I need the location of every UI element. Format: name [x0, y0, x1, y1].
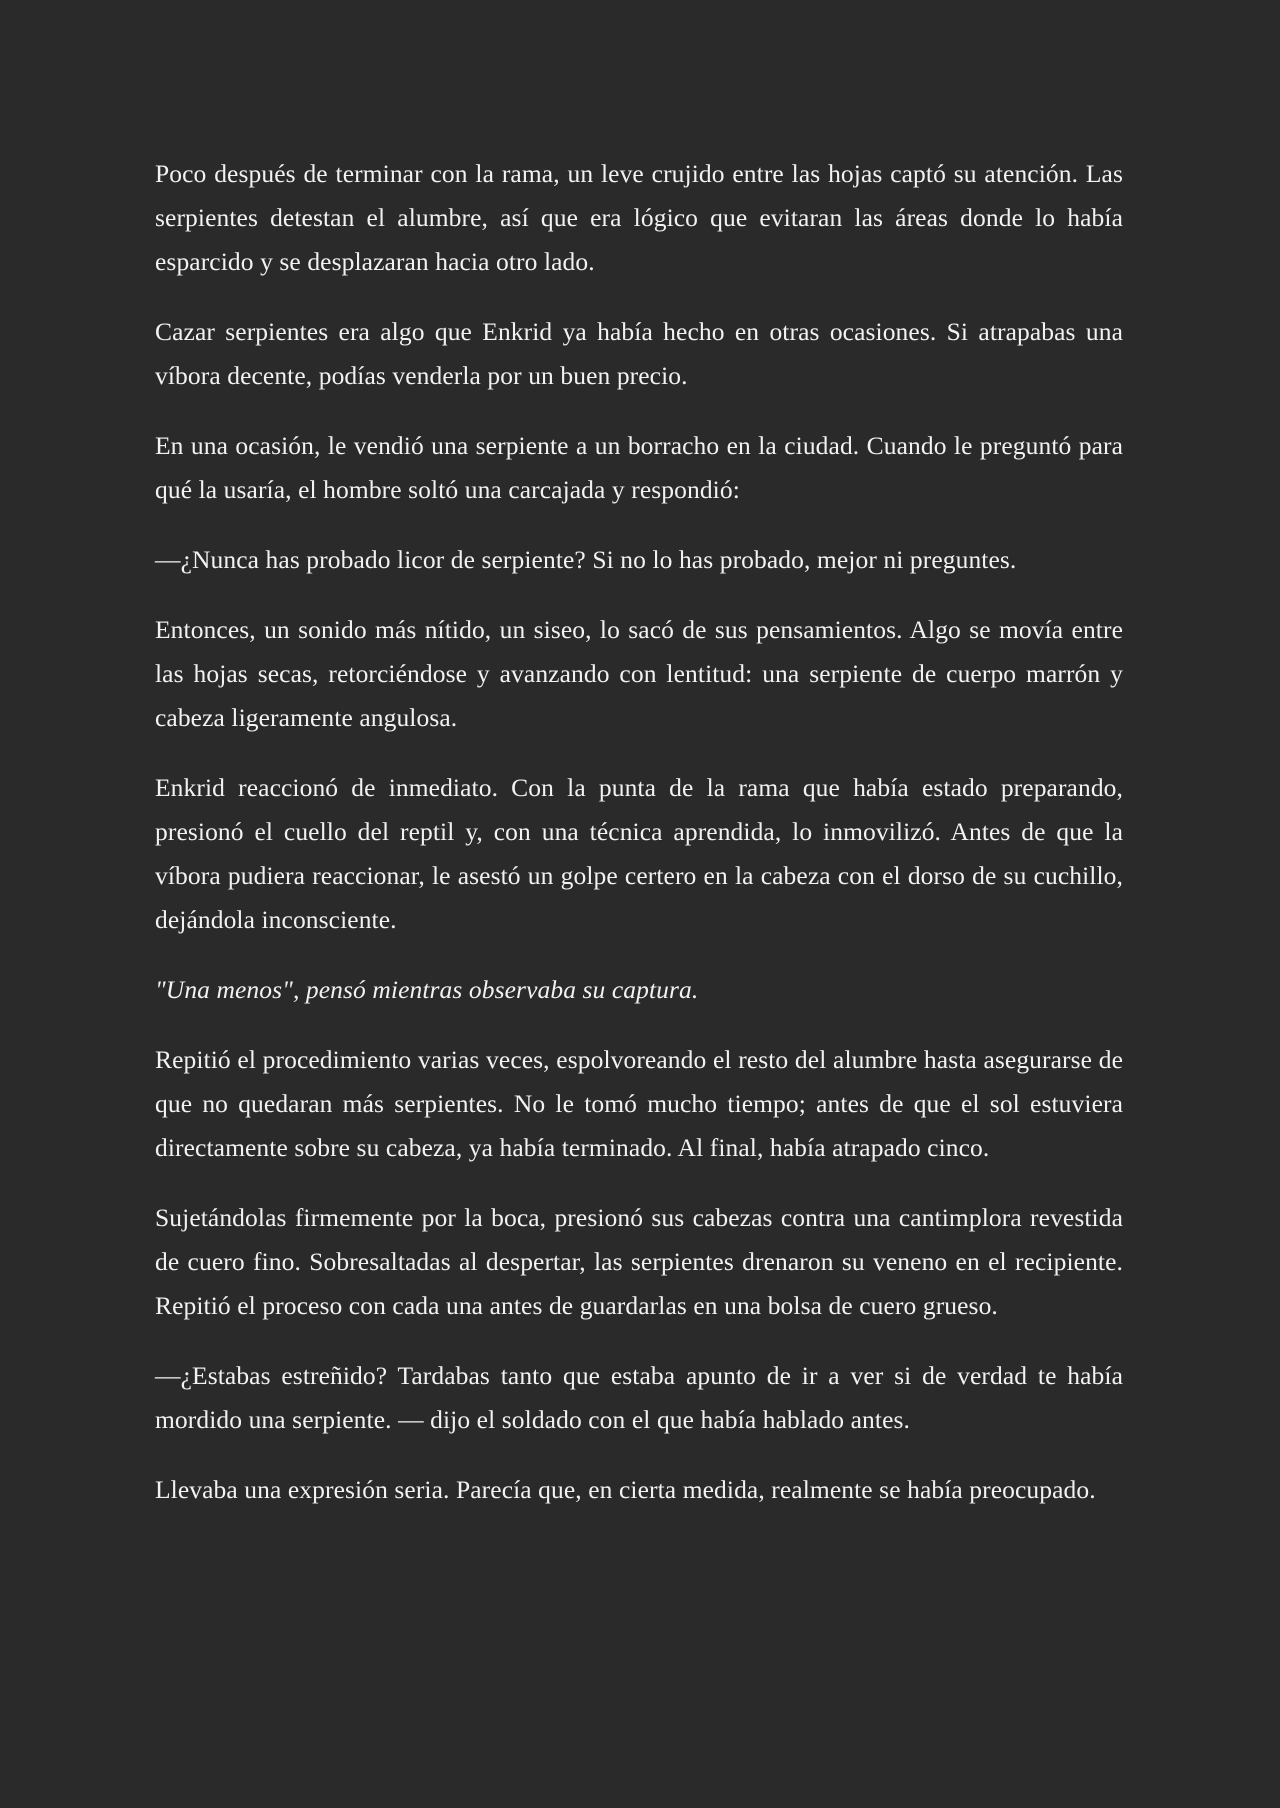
paragraph-9: Sujetándolas firmemente por la boca, presionó sus cabezas contra una cantimplora revestida de cuero fino. Sobresaltadas al despertar, las serpientes drenaron su veneno en el recipiente. Repitió el proceso con cada una antes de guardarlas en una bolsa de cuero grueso. — [155, 1203, 1123, 1320]
paragraph-11: Llevaba una expresión seria. Parecía que, en cierta medida, realmente se había preocupado. — [155, 1475, 1096, 1504]
paragraph-4-dialogue: —¿Nunca has probado licor de serpiente? Si no lo has probado, mejor ni preguntes. — [155, 545, 1017, 574]
paragraph-2: Cazar serpientes era algo que Enkrid ya había hecho en otras ocasiones. Si atrapabas una víbora decente, podías venderla por un buen precio. — [155, 317, 1123, 390]
paragraph-3: En una ocasión, le vendió una serpiente a un borracho en la ciudad. Cuando le preguntó para qué la usaría, el hombre soltó una carcajada y respondió: — [155, 431, 1123, 504]
paragraph-8: Repitió el procedimiento varias veces, espolvoreando el resto del alumbre hasta asegurarse de que no quedaran más serpientes. No le tomó mucho tiempo; antes de que el sol estuviera directamente sobre su cabeza, ya había terminado. Al final, había atrapado cinco. — [155, 1045, 1123, 1162]
paragraph-1: Poco después de terminar con la rama, un leve crujido entre las hojas captó su atención. Las serpientes detestan el alumbre, así que era lógico que evitaran las áreas donde lo había esparcido y se desplazaran hacia otro lado. — [155, 159, 1123, 276]
paragraph-10-dialogue: —¿Estabas estreñido? Tardabas tanto que estaba apunto de ir a ver si de verdad te había mordido una serpiente. — dijo el soldado con el que había hablado antes. — [155, 1361, 1123, 1434]
paragraph-7-thought: "Una menos", pensó mientras observaba su captura. — [155, 975, 699, 1004]
paragraph-6: Enkrid reaccionó de inmediato. Con la punta de la rama que había estado preparando, presionó el cuello del reptil y, con una técnica aprendida, lo inmovilizó. Antes de que la víbora pudiera reaccionar, le asestó un golpe certero en la cabeza con el dorso de su cuchillo, dejándola inconsciente. — [155, 773, 1123, 934]
paragraph-5: Entonces, un sonido más nítido, un siseo, lo sacó de sus pensamientos. Algo se movía entre las hojas secas, retorciéndose y avanzando con lentitud: una serpiente de cuerpo marrón y cabeza ligeramente angulosa. — [155, 615, 1123, 732]
